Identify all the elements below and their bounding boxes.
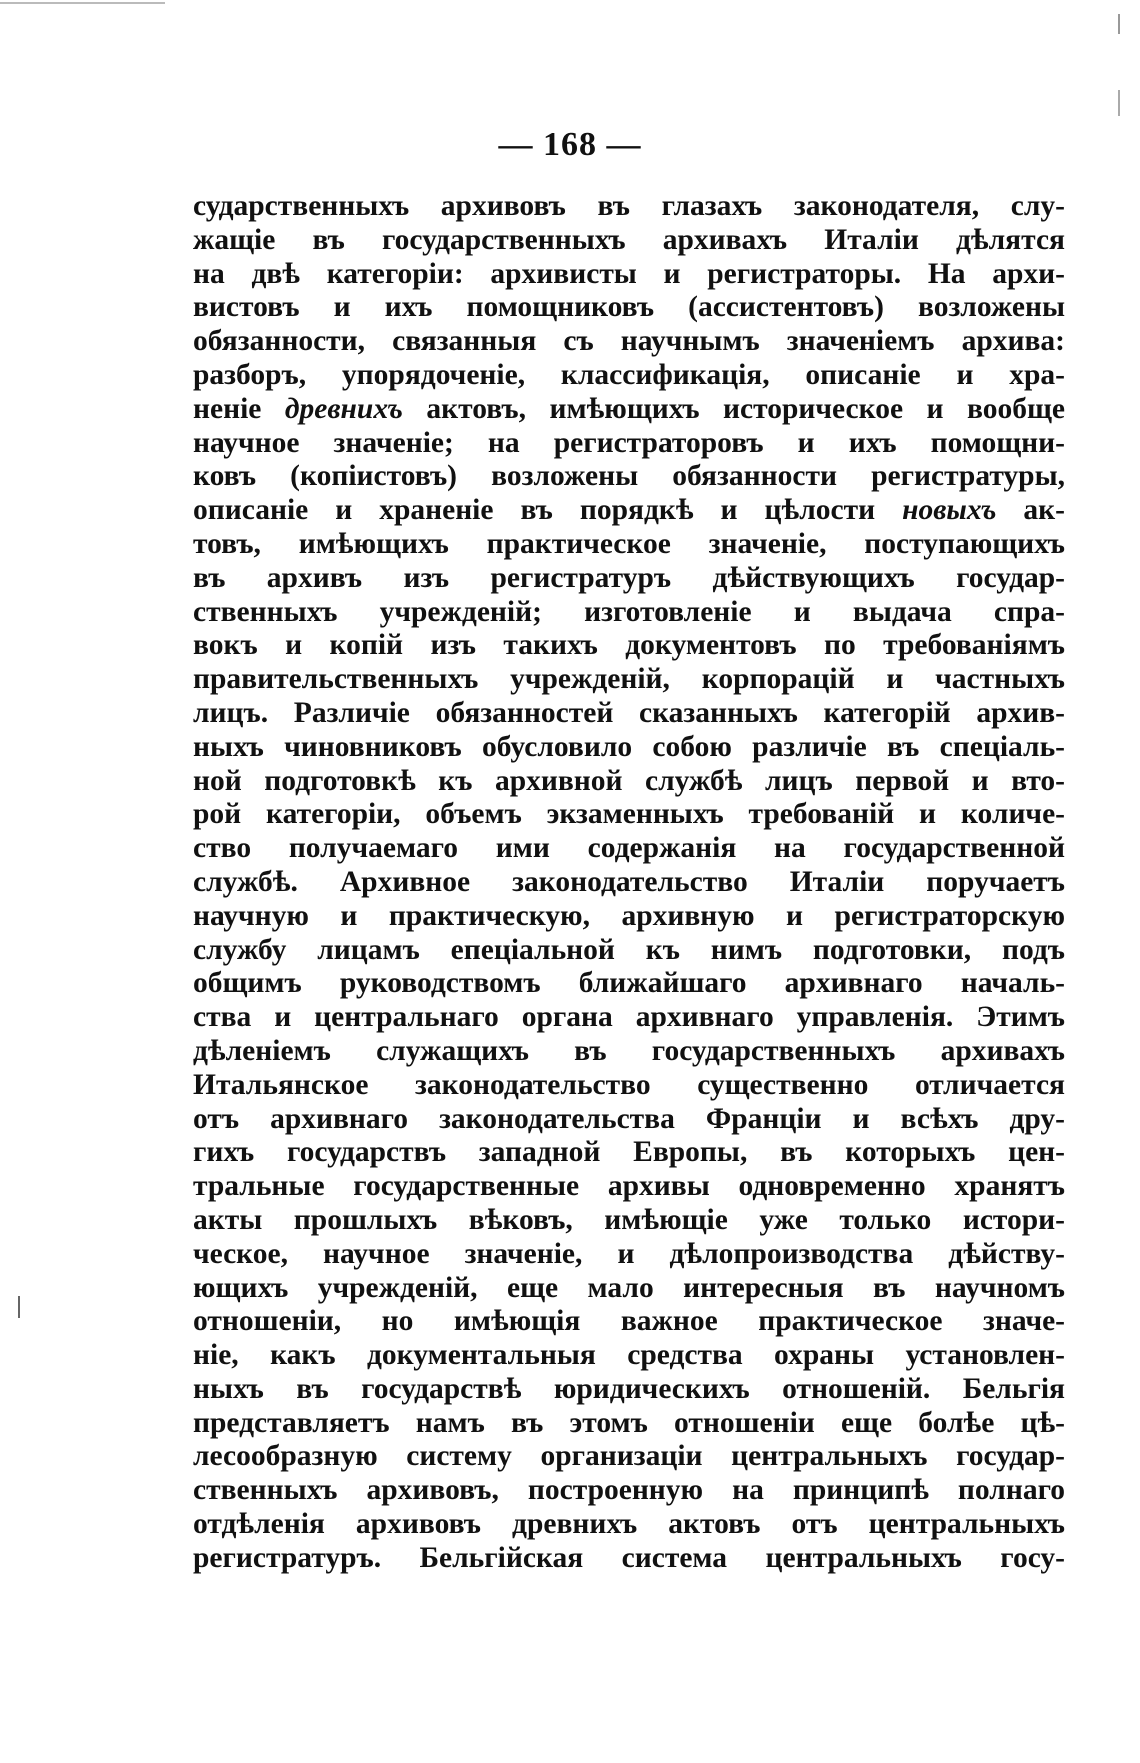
text-line-segment: гихъ государствъ западной Европы, въ которыхъ цен- <box>193 1136 1065 1169</box>
text-line <box>193 1170 1065 1204</box>
text-line-segment: ческое, научное значеніе, и дѣлопроизводства дѣйству- <box>193 1237 1065 1270</box>
text-line-segment: отдѣленія архивовъ древнихъ актовъ отъ центральныхъ <box>193 1508 1065 1541</box>
text-line-segment: лесообразную систему организаціи центральныхъ государ- <box>193 1440 1065 1473</box>
text-line-segment: ніе, какъ документальныя средства охраны установлен- <box>193 1339 1065 1372</box>
text-line-segment: разборъ, упорядоченіе, классификація, описаніе и хра- <box>193 358 1065 391</box>
text-line <box>193 866 1065 900</box>
text-line-segment: ющихъ учрежденій, еще мало интересныя въ научномъ <box>193 1271 1065 1304</box>
text-line <box>193 494 1065 528</box>
text-line <box>193 1001 1065 1035</box>
text-line-segment: акты прошлыхъ вѣковъ, имѣющіе уже только истори- <box>193 1203 1065 1236</box>
text-line <box>193 1508 1065 1542</box>
text-line <box>193 934 1065 968</box>
text-line-segment: описаніе и храненіе въ порядкѣ и цѣлости <box>193 494 903 527</box>
text-line <box>193 663 1065 697</box>
text-line <box>193 224 1065 258</box>
text-line-segment: ственныхъ учрежденій; изготовленіе и выдача спра- <box>193 595 1065 628</box>
text-line <box>193 1103 1065 1137</box>
text-line <box>193 798 1065 832</box>
text-line-segment: ной подготовкѣ къ архивной службѣ лицъ первой и вто- <box>193 764 1065 797</box>
text-line-segment: ство получаемаго ими содержанія на государственной <box>193 832 1065 865</box>
emphasized-word: древнихъ <box>284 392 403 425</box>
text-line <box>193 731 1065 765</box>
text-line-segment: общимъ руководствомъ ближайшаго архивнаго началь- <box>193 967 1065 1000</box>
text-line <box>193 1373 1065 1407</box>
text-line <box>193 967 1065 1001</box>
text-line-segment: вистовъ и ихъ помощниковъ (ассистентовъ) возложены <box>193 291 1065 324</box>
text-line <box>193 1407 1065 1441</box>
text-line <box>193 1339 1065 1373</box>
text-line-segment: на двѣ категоріи: архивисты и регистраторы. На архи- <box>193 257 1065 290</box>
text-line <box>193 427 1065 461</box>
text-line-segment: отъ архивнаго законодательства Франціи и всѣхъ дру- <box>193 1102 1065 1135</box>
text-line <box>193 596 1065 630</box>
text-line-segment: представляетъ намъ въ этомъ отношеніи еще болѣе цѣ- <box>193 1406 1065 1439</box>
text-line-segment: рой категоріи, объемъ экзаменныхъ требованій и количе- <box>193 798 1065 831</box>
text-line <box>193 765 1065 799</box>
text-line <box>193 562 1065 596</box>
text-line-segment: регистратуръ. Бельгійская система центральныхъ госу- <box>193 1541 1065 1574</box>
text-line-segment: дѣленіемъ служащихъ въ государственныхъ архивахъ <box>193 1034 1065 1067</box>
text-line-segment: вокъ и копій изъ такихъ документовъ по требованіямъ <box>193 629 1065 662</box>
text-line <box>193 325 1065 359</box>
text-line <box>193 528 1065 562</box>
text-line-segment: актовъ, имѣющихъ историческое и вообще <box>402 392 1065 425</box>
body-text <box>193 190 1065 1576</box>
text-line-segment: ства и центральнаго органа архивнаго управленія. Этимъ <box>193 1001 1065 1034</box>
text-line <box>193 1474 1065 1508</box>
text-line <box>193 291 1065 325</box>
text-line-segment: ковъ (копiистовъ) возложены обязанности регистратуры, <box>193 460 1065 493</box>
text-line-segment: ак- <box>996 494 1065 527</box>
text-line-segment: службу лицамъ епеціальной къ нимъ подготовки, подъ <box>193 933 1065 966</box>
text-line-segment: жащіе въ государственныхъ архивахъ Италіи дѣлятся <box>193 223 1065 256</box>
text-line-segment: сударственныхъ архивовъ въ глазахъ законодателя, слу- <box>193 190 1065 222</box>
text-line <box>193 359 1065 393</box>
text-line-segment: неніе <box>193 392 285 425</box>
text-line <box>193 900 1065 934</box>
text-line-segment: тральные государственные архивы одновременно хранятъ <box>193 1170 1065 1203</box>
text-line <box>193 1035 1065 1069</box>
text-line-segment: обязанности, связанныя съ научнымъ значеніемъ архива: <box>193 325 1065 358</box>
text-line <box>193 1542 1065 1576</box>
text-line <box>193 1440 1065 1474</box>
text-line <box>193 1238 1065 1272</box>
text-line-segment: Итальянское законодательство существенно отличается <box>193 1068 1065 1101</box>
text-line <box>193 1069 1065 1103</box>
text-line <box>193 1136 1065 1170</box>
text-line-segment: ныхъ чиновниковъ обусловило собою различіе въ спеціаль- <box>193 730 1065 763</box>
emphasized-word: новыхъ <box>902 494 997 527</box>
text-line <box>193 1305 1065 1339</box>
text-line-segment: научное значеніе; на регистраторовъ и ихъ помощни- <box>193 426 1065 459</box>
text-line-segment: ныхъ въ государствѣ юридическихъ отношеній. Бельгія <box>193 1372 1065 1405</box>
text-line <box>193 393 1065 427</box>
text-line <box>193 258 1065 292</box>
text-line <box>193 1204 1065 1238</box>
text-line-segment: въ архивъ изъ регистратуръ дѣйствующихъ государ- <box>193 561 1065 594</box>
page-number: — 168 — <box>498 126 642 163</box>
text-line-segment: лицъ. Различіе обязанностей сказанныхъ категорій архив- <box>193 696 1065 729</box>
scan-edge-mark <box>0 2 165 4</box>
scan-margin-mark <box>1118 90 1120 116</box>
text-line <box>193 832 1065 866</box>
text-line-segment: ственныхъ архивовъ, построенную на принципѣ полнаго <box>193 1474 1065 1507</box>
text-line <box>193 1272 1065 1306</box>
text-line-segment: правительственныхъ учрежденій, корпорацій и частныхъ <box>193 663 1065 696</box>
text-line-segment: товъ, имѣющихъ практическое значеніе, поступающихъ <box>193 527 1065 560</box>
text-line <box>193 190 1065 224</box>
scan-margin-mark <box>18 1296 20 1318</box>
text-line-segment: службѣ. Архивное законодательство Италіи поручаетъ <box>193 865 1065 898</box>
scan-margin-mark <box>1118 14 1120 34</box>
text-line-segment: отношеніи, но имѣющія важное практическое значе- <box>193 1305 1065 1338</box>
text-line <box>193 460 1065 494</box>
text-line <box>193 697 1065 731</box>
text-line <box>193 629 1065 663</box>
text-line-segment: научную и практическую, архивную и регистраторскую <box>193 899 1065 932</box>
